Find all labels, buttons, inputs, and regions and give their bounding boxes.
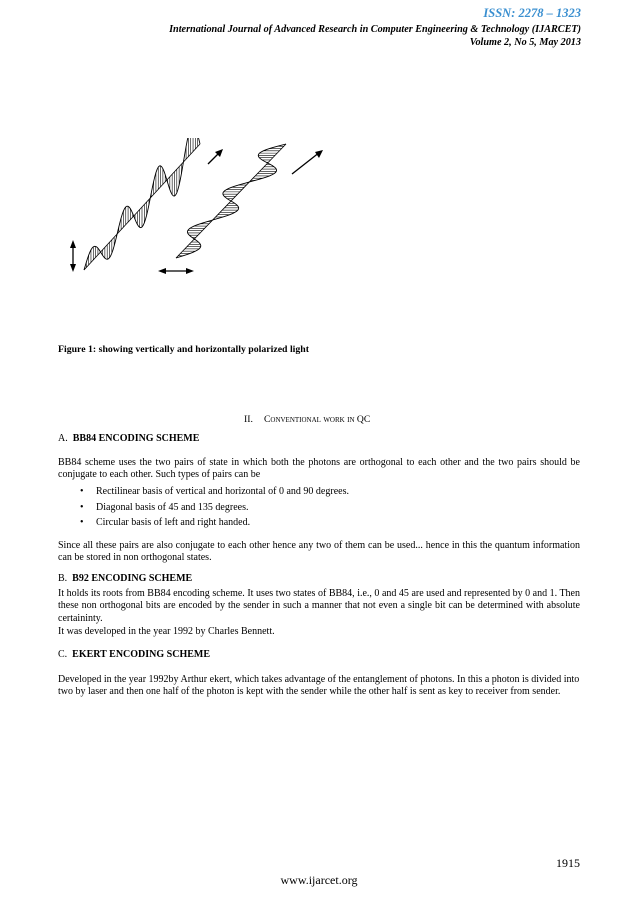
polarization-figure-svg [60, 138, 350, 288]
volume-info: Volume 2, No 5, May 2013 [469, 37, 581, 48]
subsection-letter: A. [58, 433, 68, 444]
subsection-heading-c [58, 649, 210, 660]
subsection-letter: B. [58, 573, 68, 584]
page-number: 1915 [556, 856, 580, 870]
horizontal-double-arrow-icon [158, 268, 194, 274]
footer-url[interactable]: www.ijarcet.org [280, 873, 358, 887]
paragraph-b92: It holds its roots from BB84 encoding scheme. It uses two states of BB84, i.e., 0 and 45 are used and represented by 0 and 1. Then these non orthogonal bits are encoded by the sender in such a manner that not even a single bit can be determined with absolute certaininty. [58, 588, 580, 624]
issn-label: ISSN: 2278 – 1323 [483, 6, 581, 20]
bb84-basis-list [80, 486, 349, 533]
polarization-figure [60, 138, 350, 288]
paragraph-bb84-intro: BB84 scheme uses the two pairs of state in which both the photons are orthogonal to each other and the two pairs should be conjugate to each other. Such types of pairs can be [58, 457, 580, 481]
subsection-heading-a [58, 433, 199, 444]
subsection-title: EKERT ENCODING SCHEME [72, 649, 210, 660]
subsection-title: B92 ENCODING SCHEME [72, 573, 193, 584]
paragraph-b92-history: It was developed in the year 1992 by Charles Bennett. [58, 626, 275, 637]
subsection-title: BB84 ENCODING SCHEME [72, 433, 200, 444]
list-item: • Circular basis of left and right handed. [80, 517, 349, 533]
section-heading [244, 414, 370, 425]
subsection-heading-b [58, 573, 192, 584]
horizontal-polarized-wave-icon [176, 144, 286, 258]
figure-caption: Figure 1: showing vertically and horizontally polarized light [58, 344, 309, 355]
journal-title: International Journal of Advanced Research in Computer Engineering & Technology (IJARCET) [169, 24, 581, 35]
subsection-letter: C. [58, 649, 68, 660]
paragraph-bb84-conclusion: Since all these pairs are also conjugate to each other hence any two of them can be used... hence in this the quantum information can be stored in non orthogonal states. [58, 540, 580, 564]
section-title: Conventional work in QC [263, 414, 371, 425]
vertical-double-arrow-icon [70, 240, 76, 272]
list-item: • Diagonal basis of 45 and 135 degrees. [80, 502, 349, 518]
section-number: II. [244, 414, 253, 425]
vertical-polarized-wave-icon [84, 138, 200, 270]
paragraph-ekert: Developed in the year 1992by Arthur ekert, which takes advantage of the entanglement of photons. In this a photon is divided into two by laser and then one half of the photon is kept with the sender while the other half is sent as key to receiver from sender. [58, 674, 580, 698]
list-item: • Rectilinear basis of vertical and horizontal of 0 and 90 degrees. [80, 486, 349, 502]
